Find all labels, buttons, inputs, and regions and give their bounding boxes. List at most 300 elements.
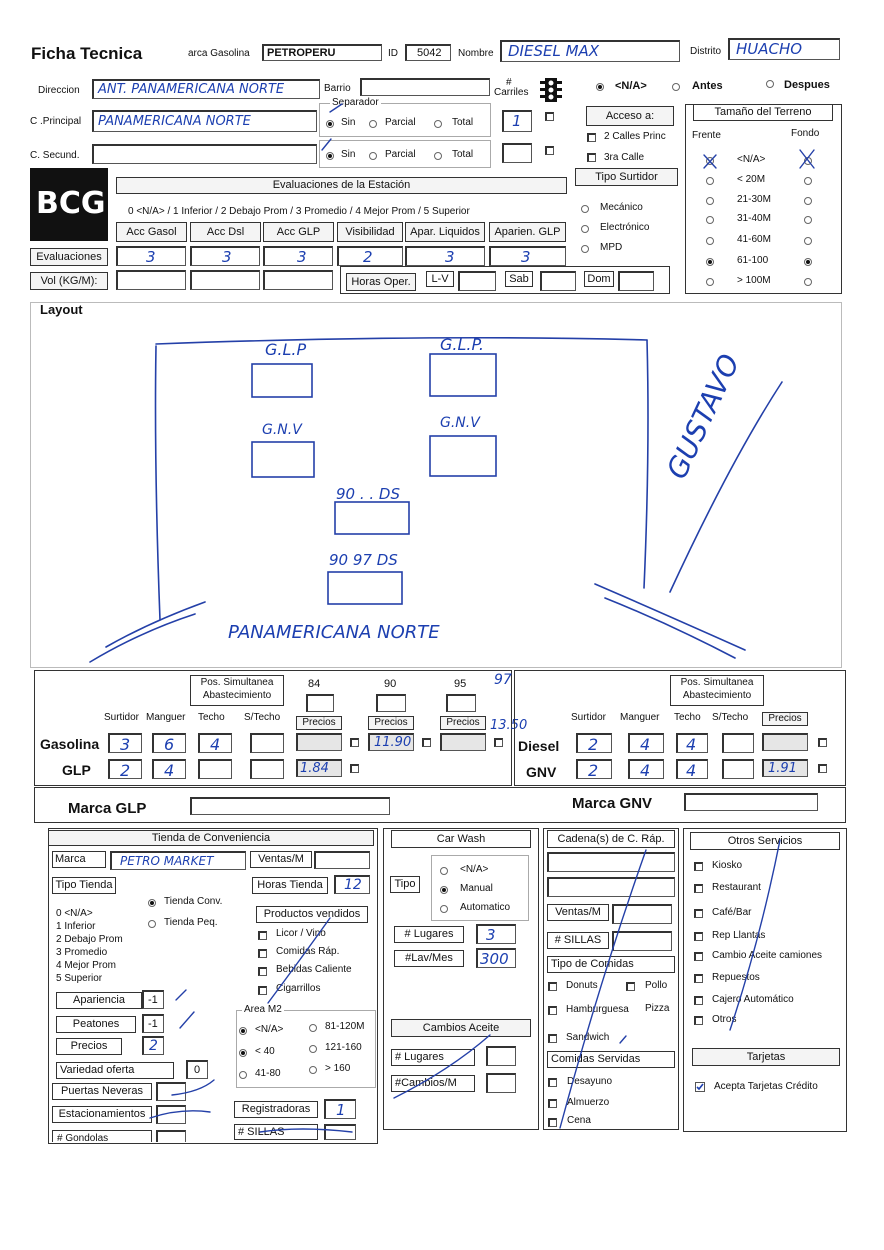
diesel-stecho-field[interactable] (722, 733, 754, 753)
area-na-radio[interactable] (239, 1027, 247, 1035)
direccion-field[interactable] (92, 79, 320, 99)
tipo-peq-radio[interactable] (148, 920, 156, 928)
fondo-na-radio[interactable] (804, 157, 812, 165)
terreno-fondo-label: Fondo (791, 128, 820, 139)
layout-gnv-1: G.N.V (262, 422, 302, 438)
area-160-radio[interactable] (309, 1045, 317, 1053)
peatones-field[interactable] (142, 1014, 164, 1033)
tipo-comidas-title: Tipo de Comidas (547, 956, 675, 973)
access-left-2 (90, 614, 195, 662)
lot-left-edge (156, 346, 161, 620)
apariencia-value: -1 (148, 994, 158, 1006)
fondo-61-radio[interactable] (804, 258, 812, 266)
lot-top-edge (156, 338, 647, 344)
area-gt160-radio[interactable] (309, 1066, 317, 1074)
gasolina-precio-84-field[interactable] (296, 733, 342, 751)
acceso-3racalle-checkbox[interactable] (587, 153, 596, 162)
peatones-value: -1 (148, 1018, 158, 1030)
tienda-ventas-field[interactable] (314, 851, 370, 869)
tipo-conv-radio[interactable] (148, 899, 156, 907)
otros-llantas-checkbox[interactable] (694, 932, 703, 941)
carriles-label: Carriles (494, 87, 529, 98)
area-120-radio[interactable] (309, 1024, 317, 1032)
diesel-precio-checkbox[interactable] (818, 738, 827, 747)
fondo-41-radio[interactable] (804, 237, 812, 245)
carriles-checkbox[interactable] (545, 112, 554, 121)
carwash-lavmes-value: 300 (480, 950, 509, 968)
left-col-stecho: S/Techo (244, 712, 281, 723)
island-box-2 (328, 572, 402, 604)
acceso-2calles-label: 2 Calles Princ (604, 131, 666, 142)
right-col-stecho: S/Techo (712, 712, 749, 723)
tienda-marca-field[interactable] (110, 851, 246, 870)
cena-label: Cena (567, 1115, 591, 1126)
area-160-label: 121-160 (325, 1042, 362, 1053)
gasolina-precio-95-field[interactable] (440, 733, 486, 751)
acceso-2calles-checkbox[interactable] (587, 133, 596, 142)
apariencia-label: Apariencia (56, 992, 142, 1009)
access-left (106, 602, 205, 647)
frente-na-radio[interactable] (706, 157, 714, 165)
glp-techo-field[interactable] (198, 759, 232, 779)
nombre-label: Nombre (458, 48, 494, 59)
area-gt160-label: > 160 (325, 1063, 351, 1074)
sep1-sin-label: Sin (341, 117, 356, 128)
diesel-surtidor-field[interactable] (576, 733, 612, 753)
carwash-lugares-label: # Lugares (394, 926, 464, 943)
acceso-title: Acceso a: (586, 106, 674, 126)
carriles-checkbox-2[interactable] (545, 146, 554, 155)
precios-value: 2 (149, 1038, 158, 1054)
pos-84-field[interactable] (306, 694, 334, 712)
eval-acc-dsl-field[interactable] (190, 246, 260, 266)
terreno-size-0: <N/A> (737, 154, 766, 165)
glp-surtidor-value: 2 (120, 761, 131, 780)
apariencia-field[interactable] (142, 990, 164, 1009)
gnv-stecho-field[interactable] (722, 759, 754, 779)
gnv-manguer-field[interactable] (628, 759, 664, 779)
lot-right-edge (644, 340, 648, 588)
left-col-surtidor: Surtidor (104, 712, 140, 723)
puertas-label: Puertas Neveras (52, 1083, 152, 1100)
gnv-box-1 (252, 442, 314, 477)
frente-31-radio[interactable] (706, 216, 714, 224)
gnv-precio-value: 1.91 (768, 761, 797, 776)
timing-despues-label: Despues (784, 79, 830, 91)
tienda-tipo-label: Tipo Tienda (52, 877, 116, 894)
eval-acc-gasol-field[interactable] (116, 246, 186, 266)
cadena-field-1[interactable] (547, 852, 675, 872)
otros-cajero-label: Cajero Automático (712, 994, 794, 1005)
sep1-parcial-label: Parcial (385, 117, 416, 128)
marca-gasolina-label: arca Gasolina (188, 48, 250, 59)
gnv-precio-field[interactable] (762, 759, 808, 777)
terreno-size-2: 21-30M (737, 194, 771, 205)
secund-label: C. Secund. (30, 150, 80, 161)
pumps-right-pos-sim: Pos. Simultanea Abastecimiento (670, 675, 764, 706)
terreno-title: Tamaño del Terreno (693, 104, 833, 121)
carwash-na-radio[interactable] (440, 867, 448, 875)
gasolina-techo-field[interactable] (198, 733, 232, 753)
eval-acc-glp-field[interactable] (263, 246, 333, 266)
glp-surtidor-field[interactable] (108, 759, 142, 779)
layout-street: PANAMERICANA NORTE (228, 622, 440, 643)
evaluaciones-title: Evaluaciones de la Estación (116, 177, 567, 194)
precios-84-label: Precios (296, 716, 342, 730)
area-80-radio[interactable] (239, 1071, 247, 1079)
cadena-ventas-field[interactable] (612, 904, 672, 924)
layout-glp-1: G.L.P (265, 340, 307, 359)
surtidor-electronico-label: Electrónico (600, 222, 650, 233)
otros-llantas-label: Rep Llantas (712, 930, 766, 941)
direccion-label: Direccion (38, 85, 80, 96)
fondo-21-radio[interactable] (804, 197, 812, 205)
cambios-lugares-field[interactable] (486, 1046, 516, 1066)
carwash-auto-label: Automatico (460, 902, 511, 913)
diesel-techo-field[interactable] (676, 733, 708, 753)
acceso-3racalle-label: 3ra Calle (604, 152, 645, 163)
timing-na-radio[interactable] (596, 83, 604, 91)
precios-label: Precios (56, 1038, 122, 1055)
producto-licor-checkbox[interactable] (258, 931, 267, 940)
eval-apar-liquidos-value: 3 (445, 248, 455, 266)
gasolina-label: Gasolina (40, 736, 100, 752)
surtidor-mecanico-radio[interactable] (581, 205, 589, 213)
eval-acc-glp-value: 3 (297, 248, 307, 266)
gasolina-95-checkbox[interactable] (494, 738, 503, 747)
terreno-size-5: 61-100 (737, 255, 769, 266)
timing-despues-radio[interactable] (766, 80, 774, 88)
otros-otros-checkbox[interactable] (694, 1016, 703, 1025)
frente-41-radio[interactable] (706, 237, 714, 245)
gnv-surtidor-field[interactable] (576, 759, 612, 779)
cambios-cambios-field[interactable] (486, 1073, 516, 1093)
glp-box-2 (430, 354, 496, 396)
carwash-auto-radio[interactable] (440, 905, 448, 913)
estacionamientos-field[interactable] (156, 1105, 186, 1124)
tienda-ventas-label: Ventas/M (250, 851, 312, 868)
otros-restaurant-checkbox[interactable] (694, 884, 703, 893)
tienda-horas-value: 12 (344, 877, 362, 893)
carwash-tipo-label: Tipo (390, 876, 420, 893)
eval-visibilidad-field[interactable] (337, 246, 403, 266)
sep2-parcial-label: Parcial (385, 149, 416, 160)
layout-gnv-2: G.N.V (440, 415, 480, 431)
marca-gasolina-field[interactable] (262, 44, 382, 61)
area-120-label: 81-120M (325, 1021, 365, 1032)
sep2-parcial-radio[interactable] (369, 152, 377, 160)
horas-dom-field[interactable] (618, 271, 654, 291)
otros-cajero-checkbox[interactable] (694, 996, 703, 1005)
vol-label: Vol (KG/M): (30, 272, 108, 290)
horas-sab-field[interactable] (540, 271, 576, 291)
pollo-checkbox[interactable] (626, 982, 635, 991)
gasolina-surtidor-field[interactable] (108, 733, 142, 753)
puertas-field[interactable] (156, 1082, 186, 1101)
carriles-value: 1 (512, 112, 522, 130)
gasolina-84-checkbox[interactable] (350, 738, 359, 747)
id-field[interactable] (405, 44, 451, 61)
tipo-conv-label: Tienda Conv. (164, 896, 223, 907)
peatones-label: Peatones (56, 1016, 136, 1033)
horas-dom-label: Dom (584, 271, 614, 287)
sandwich-checkbox[interactable] (548, 1034, 557, 1043)
diesel-manguer-value: 4 (640, 735, 651, 754)
tienda-marca-value: PETRO MARKET (120, 854, 214, 868)
eval-col-acc-gasol: Acc Gasol (116, 222, 187, 242)
almuerzo-label: Almuerzo (567, 1097, 610, 1108)
distrito-label: Distrito (690, 46, 722, 57)
vol-field-3[interactable] (263, 270, 333, 290)
sandwich-label: Sandwich (566, 1032, 610, 1043)
horas-lv-field[interactable] (458, 271, 496, 291)
glp-precio-value: 1.84 (300, 761, 329, 776)
marca-glp-field[interactable] (190, 797, 390, 815)
sep1-parcial-radio[interactable] (369, 120, 377, 128)
layout-island-1: 90 . . DS (336, 485, 400, 503)
gasolina-90-checkbox[interactable] (422, 738, 431, 747)
terreno-size-3: 31-40M (737, 213, 771, 224)
tipo-surtidor-title: Tipo Surtidor (575, 168, 678, 186)
carwash-manual-label: Manual (460, 883, 493, 894)
tipo-peq-label: Tienda Peq. (164, 917, 218, 928)
eval-aparien-glp-field[interactable] (489, 246, 566, 266)
distrito-value: HUACHO (736, 40, 803, 58)
secund-field[interactable] (92, 144, 317, 164)
frente-20-radio[interactable] (706, 177, 714, 185)
comidas-servidas-title: Comidas Servidas (547, 1051, 675, 1068)
gnv-label: GNV (526, 764, 557, 780)
left-col-techo: Techo (198, 712, 225, 723)
octane-97: 97 (494, 672, 512, 688)
nombre-value: DIESEL MAX (508, 42, 600, 60)
otros-cafe-label: Café/Bar (712, 907, 752, 918)
carwash-na-label: <N/A> (460, 864, 489, 875)
pos-90-field[interactable] (376, 694, 406, 712)
otros-aceite-checkbox[interactable] (694, 952, 703, 961)
eval-col-apar-liquidos: Apar. Liquidos (405, 222, 485, 242)
glp-box-1 (252, 364, 312, 397)
area-title: Area M2 (244, 1004, 282, 1015)
right-col-techo: Techo (674, 712, 701, 723)
cambios-cambios-label: #Cambios/M (391, 1075, 475, 1092)
diesel-precio-field[interactable] (762, 733, 808, 751)
cadena-sillas-field[interactable] (612, 931, 672, 951)
otros-aceite-label: Cambio Aceite camiones (712, 950, 823, 961)
donuts-label: Donuts (566, 980, 598, 991)
variedad-label: Variedad oferta (56, 1062, 174, 1079)
id-value: 5042 (417, 47, 442, 59)
nombre-field[interactable] (500, 40, 680, 62)
sep1-sin-radio[interactable] (326, 120, 334, 128)
frente-21-radio[interactable] (706, 197, 714, 205)
price-97-value: 13.50 (490, 718, 528, 733)
layout-island-2: 90 97 DS (329, 551, 398, 569)
eval-aparien-glp-value: 3 (521, 248, 531, 266)
otros-restaurant-label: Restaurant (712, 882, 761, 893)
diesel-techo-value: 4 (686, 735, 697, 754)
gnv-techo-field[interactable] (676, 759, 708, 779)
marca-gnv-field[interactable] (684, 793, 818, 811)
cambios-title: Cambios Aceite (391, 1019, 531, 1037)
producto-bebidas-label: Bebidas Caliente (276, 964, 352, 975)
otros-repuestos-checkbox[interactable] (694, 974, 703, 983)
horas-label: Horas Oper. (346, 273, 416, 291)
desayuno-checkbox[interactable] (548, 1078, 557, 1087)
surtidor-mpd-radio[interactable] (581, 245, 589, 253)
tarjetas-label: Acepta Tarjetas Crédito (714, 1081, 818, 1092)
cena-checkbox[interactable] (548, 1118, 557, 1127)
layout-signature: GUSTAVO (660, 349, 747, 484)
tienda-sillas-field[interactable] (324, 1124, 356, 1140)
gasolina-stecho-field[interactable] (250, 733, 284, 753)
principal-label: C .Principal (30, 116, 82, 127)
registradoras-value: 1 (336, 1101, 346, 1119)
otros-title: Otros Servicios (690, 832, 840, 850)
access-right-2 (605, 598, 735, 658)
terreno-size-6: > 100M (737, 275, 771, 286)
glp-precio-checkbox[interactable] (350, 764, 359, 773)
principal-field[interactable] (92, 110, 317, 132)
barrio-field[interactable] (360, 78, 490, 96)
page-title: Ficha Tecnica (31, 44, 143, 63)
carwash-manual-radio[interactable] (440, 886, 448, 894)
timing-na-label: <N/A> (615, 80, 647, 92)
distrito-field[interactable] (728, 38, 840, 60)
hamburguesa-checkbox[interactable] (548, 1006, 557, 1015)
layout-glp-2: G.L.P. (440, 335, 485, 354)
tienda-title: Tienda de Conveniencia (48, 830, 374, 846)
gasolina-manguer-field[interactable] (152, 733, 186, 753)
right-col-surtidor: Surtidor (571, 712, 607, 723)
glp-stecho-field[interactable] (250, 759, 284, 779)
timing-antes-radio[interactable] (672, 83, 680, 91)
precios-95-label: Precios (440, 716, 486, 730)
surtidor-electronico-radio[interactable] (581, 225, 589, 233)
carwash-lavmes-field[interactable] (476, 948, 516, 968)
tienda-scale-3: 3 Promedio (56, 947, 108, 958)
terreno-size-4: 41-60M (737, 234, 771, 245)
donuts-checkbox[interactable] (548, 982, 557, 991)
area-40-radio[interactable] (239, 1049, 247, 1057)
gnv-box-2 (430, 436, 496, 476)
fondo-20-radio[interactable] (804, 177, 812, 185)
producto-cigarrillos-checkbox[interactable] (258, 986, 267, 995)
almuerzo-checkbox[interactable] (548, 1099, 557, 1108)
tienda-scale-5: 5 Superior (56, 973, 103, 984)
producto-bebidas-checkbox[interactable] (258, 967, 267, 976)
cadena-title: Cadena(s) de C. Ráp. (547, 830, 675, 848)
evaluaciones-scale: 0 <N/A> / 1 Inferior / 2 Debajo Prom / 3 Promedio / 4 Mejor Prom / 5 Superior (128, 206, 470, 217)
tienda-scale-1: 1 Inferior (56, 921, 96, 932)
tienda-scale-0: 0 <N/A> (56, 908, 93, 919)
eval-acc-dsl-value: 3 (222, 248, 232, 266)
direccion-value: ANT. PANAMERICANA NORTE (98, 82, 285, 97)
producto-comidas-checkbox[interactable] (258, 949, 267, 958)
diesel-manguer-field[interactable] (628, 733, 664, 753)
producto-cigarrillos-label: Cigarrillos (276, 983, 321, 994)
pizza-label: Pizza (645, 1003, 670, 1014)
bcg-logo-text: BCG (36, 186, 106, 221)
fondo-100-radio[interactable] (804, 278, 812, 286)
island-box-1 (335, 502, 409, 534)
traffic-light-icon (539, 77, 563, 103)
carriles-field-2[interactable] (502, 143, 532, 163)
sep2-sin-radio[interactable] (326, 152, 334, 160)
sep1-total-label: Total (452, 117, 474, 128)
gnv-manguer-value: 4 (640, 761, 651, 780)
marca-gnv-label: Marca GNV (572, 795, 653, 812)
gasolina-surtidor-value: 3 (120, 735, 131, 754)
gnv-surtidor-value: 2 (588, 761, 599, 780)
frente-61-radio[interactable] (706, 258, 714, 266)
carwash-lugares-value: 3 (486, 926, 496, 944)
carriles-field[interactable] (502, 110, 532, 132)
variedad-field[interactable] (186, 1060, 208, 1079)
sep1-total-radio[interactable] (434, 120, 442, 128)
gasolina-manguer-value: 6 (164, 735, 175, 754)
gondolas-field[interactable] (156, 1130, 186, 1142)
tienda-marca-label: Marca (52, 851, 106, 868)
cadena-ventas-label: Ventas/M (547, 904, 609, 921)
carwash-lugares-field[interactable] (476, 924, 516, 944)
terreno-frente-label: Frente (692, 130, 721, 141)
precios-field[interactable] (142, 1036, 164, 1055)
sep2-total-label: Total (452, 149, 474, 160)
glp-precio-field[interactable] (296, 759, 342, 777)
hamburguesa-label: Hamburguesa (566, 1004, 629, 1015)
fondo-31-radio[interactable] (804, 216, 812, 224)
gnv-techo-value: 4 (686, 761, 697, 780)
octane-84: 84 (308, 678, 321, 690)
surtidor-mpd-label: MPD (600, 242, 623, 253)
gasolina-precio-90-value: 11.90 (374, 735, 412, 750)
sep2-sin-label: Sin (341, 149, 356, 160)
vol-field-1[interactable] (116, 270, 186, 290)
gasolina-techo-value: 4 (210, 735, 221, 754)
sep2-total-radio[interactable] (434, 152, 442, 160)
eval-col-acc-dsl: Acc Dsl (190, 222, 261, 242)
pollo-label: Pollo (645, 980, 668, 991)
horas-lv-label: L-V (426, 271, 454, 287)
gnv-precio-checkbox[interactable] (818, 764, 827, 773)
area-80-label: 41-80 (255, 1068, 281, 1079)
otros-repuestos-label: Repuestos (712, 972, 760, 983)
precios-90-label: Precios (368, 716, 414, 730)
otros-otros-label: Otros (712, 1014, 737, 1025)
tarjetas-checkbox[interactable] (695, 1082, 705, 1092)
carwash-title: Car Wash (391, 830, 531, 848)
pos-95-field[interactable] (446, 694, 476, 712)
surtidor-mecanico-label: Mecánico (600, 202, 643, 213)
vol-field-2[interactable] (190, 270, 260, 290)
cadena-field-2[interactable] (547, 877, 675, 897)
tienda-horas-label: Horas Tienda (252, 877, 328, 894)
otros-kiosko-checkbox[interactable] (694, 862, 703, 871)
otros-kiosko-label: Kiosko (712, 860, 743, 871)
otros-cafe-checkbox[interactable] (694, 909, 703, 918)
glp-manguer-field[interactable] (152, 759, 186, 779)
frente-100-radio[interactable] (706, 278, 714, 286)
right-precios-label: Precios (762, 712, 808, 726)
eval-col-aparien-glp: Aparien. GLP (489, 222, 566, 242)
eval-apar-liquidos-field[interactable] (405, 246, 485, 266)
tienda-horas-field[interactable] (334, 875, 370, 894)
gasolina-precio-90-field[interactable] (368, 733, 414, 751)
diesel-label: Diesel (518, 738, 560, 754)
registradoras-field[interactable] (324, 1099, 356, 1119)
bcg-logo (30, 168, 108, 241)
